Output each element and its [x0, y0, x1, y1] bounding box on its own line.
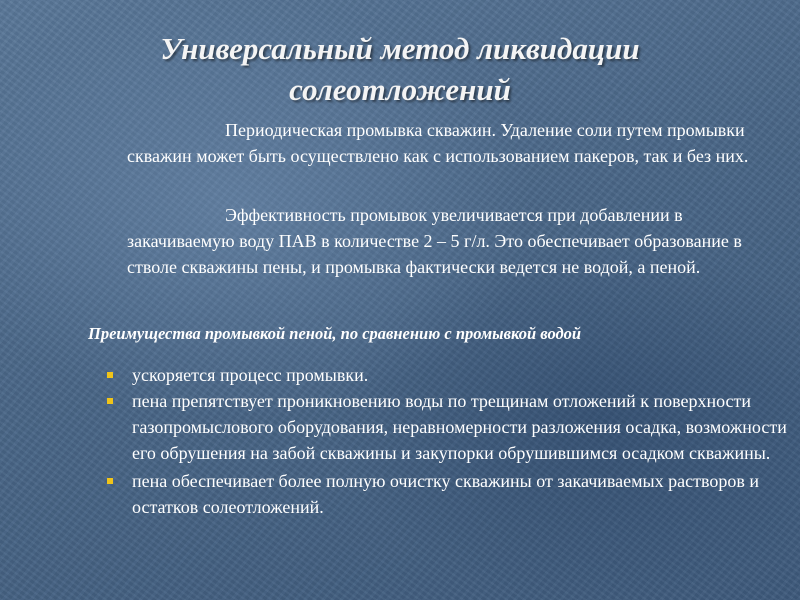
advantages-subheading: Преимущества промывкой пеной, по сравнению с промывкой водой: [88, 324, 582, 343]
slide-title-line-2: солеотложений: [289, 72, 511, 107]
list-item-text: пена обеспечивает более полную очистку скважины от закачиваемых растворов и остатков солеотложений.: [132, 471, 759, 517]
body-paragraph-2: Эффективность промывок увеличивается при добавлении в закачиваемую воду ПАВ в количестве 2 – 5 г/л. Это обеспечивает образование в стволе скважины пены, и промывка фактически ведется не водой, а пеной.: [127, 205, 742, 277]
list-item: [107, 362, 787, 388]
body-paragraph-1: Периодическая промывка скважин. Удаление соли путем промывки скважин может быть осуществлено как с использованием пакеров, так и без них.: [127, 120, 749, 166]
square-bullet-icon: [107, 478, 113, 484]
slide-title-line-1: Универсальный метод ликвидации: [160, 31, 640, 66]
list-item-text: пена препятствует проникновению воды по трещинам отложений к поверхности газопромыслового оборудования, неравномерности разложения осадка, возможности его обрушения на забой скважины и закупорки обрушившимся осадком скважины.: [132, 391, 787, 463]
list-item-text: ускоряется процесс промывки.: [132, 365, 369, 385]
list-item: [107, 468, 787, 520]
slide-title: [100, 28, 700, 110]
list-item: [107, 388, 787, 466]
square-bullet-icon: [107, 398, 113, 404]
advantages-list: [107, 362, 787, 520]
square-bullet-icon: [107, 372, 113, 378]
